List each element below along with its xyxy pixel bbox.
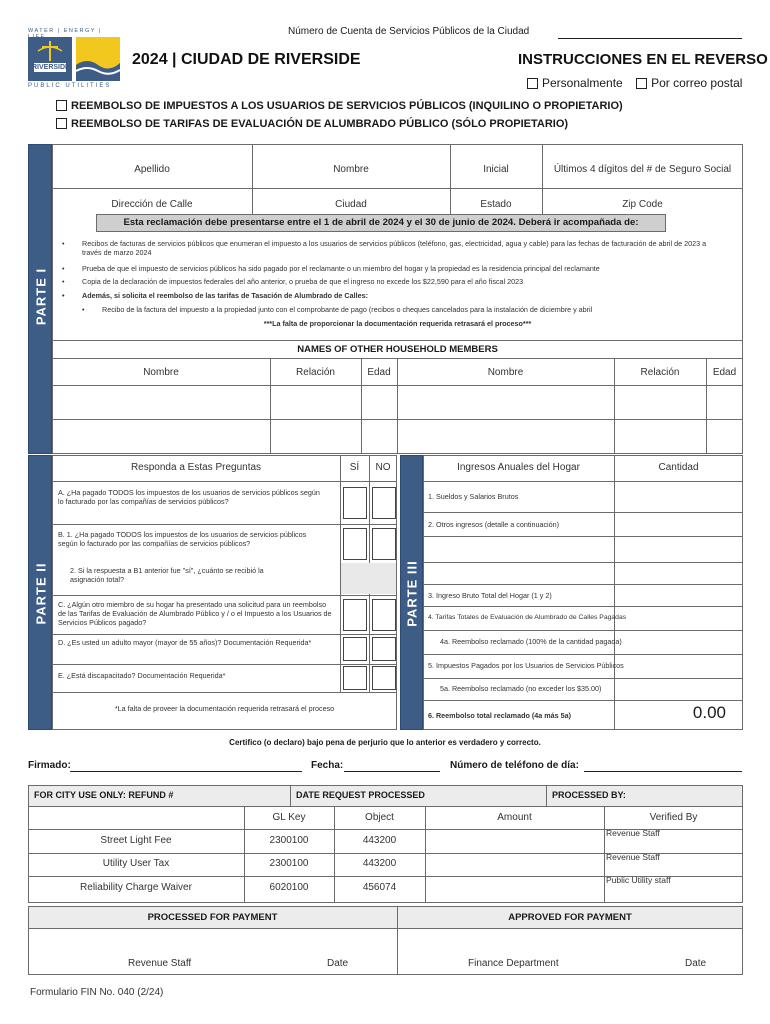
- question-e: E. ¿Está discapacitado? Documentación Requerida*: [58, 671, 226, 680]
- inicial-field[interactable]: Inicial: [483, 164, 509, 175]
- b1-yes-box[interactable]: [343, 528, 367, 560]
- fund-row-object: 443200: [362, 858, 397, 869]
- sub-bullet: [82, 305, 742, 314]
- deadline-banner: Esta reclamación debe presentarse entre el 1 de abril de 2024 y el 30 de junio de 2024. Deberá ir acompañada de:: [96, 214, 666, 232]
- e-yes-box[interactable]: [343, 666, 367, 690]
- approved-date-label: Date: [685, 958, 707, 969]
- amount-header: Amount: [497, 812, 532, 823]
- fund-row-object: 456074: [362, 882, 397, 893]
- income-row-5: 5. Impuestos Pagados por los Usuarios de Servicios Públicos: [428, 661, 624, 670]
- income-row-6: 6. Reembolso total reclamado (4a más 5a): [428, 711, 572, 720]
- bullet-3: [62, 277, 742, 286]
- d-no-box[interactable]: [372, 637, 396, 661]
- processed-payment-label: PROCESSED FOR PAYMENT: [147, 912, 278, 923]
- hh-relacion-header-2: Relación: [640, 367, 680, 378]
- b1-no-box[interactable]: [372, 528, 396, 560]
- bullet-dot: •: [62, 239, 65, 248]
- income-row-2: 2. Otros ingresos (detalle a continuación): [428, 520, 560, 529]
- part2-side-label: PARTE II: [33, 562, 49, 625]
- fund-row-object: 443200: [362, 835, 397, 846]
- bullet-4: [62, 291, 742, 300]
- logo-swoosh: [76, 37, 120, 81]
- part2-footnote: *La falta de proveer la documentación requerida retrasará el proceso: [114, 704, 335, 713]
- c-yes-box[interactable]: [343, 599, 367, 631]
- refund-number-label: FOR CITY USE ONLY: REFUND #: [34, 790, 174, 800]
- b2-grey-area: [341, 563, 396, 594]
- cantidad-header: Cantidad: [658, 462, 699, 473]
- part1-side-tab: [28, 144, 52, 454]
- personal-label: Personalmente: [542, 76, 623, 90]
- refund-option-2: [56, 118, 568, 130]
- bullet-2: [62, 264, 742, 273]
- bullet-dot: •: [82, 305, 85, 314]
- hh-edad-header: Edad: [367, 367, 391, 378]
- mail-label: Por correo postal: [651, 76, 743, 90]
- d-yes-box[interactable]: [343, 637, 367, 661]
- direccion-field[interactable]: Dirección de Calle: [111, 199, 193, 210]
- fund-row-name: Utility User Tax: [102, 858, 170, 869]
- c-no-box[interactable]: [372, 599, 396, 631]
- logo-city: RIVERSIDE: [32, 64, 70, 71]
- date-processed-label: DATE REQUEST PROCESSED: [296, 790, 425, 800]
- a-no-box[interactable]: [372, 487, 396, 519]
- fund-row-gl: 6020100: [269, 882, 309, 893]
- phone-label: Número de teléfono de día:: [450, 760, 579, 771]
- personal-checkbox[interactable]: [527, 78, 538, 89]
- ciudad-field[interactable]: Ciudad: [335, 199, 367, 210]
- question-b2: 2. Si la respuesta a B1 anterior fue "sí", ¿cuánto se recibió la asignación total?: [70, 566, 264, 584]
- fund-row-gl: 2300100: [269, 858, 309, 869]
- bullet-3-text: Copia de la declaración de impuestos federales del año anterior, o prueba de que el ingreso no excede los $22,590 para el año fiscal 2023: [82, 277, 524, 286]
- e-no-box[interactable]: [372, 666, 396, 690]
- a-yes-box[interactable]: [343, 487, 367, 519]
- bullet-2-text: Prueba de que el impuesto de servicios públicos ha sido pagado por el reclamante o un miembro del hogar y la propiedad es la residencia principal del reclamante: [82, 264, 600, 273]
- account-label: Número de Cuenta de Servicios Públicos de la Ciudad: [288, 26, 530, 37]
- part1-side-label: PARTE I: [33, 267, 49, 326]
- object-header: Object: [365, 812, 394, 823]
- bullet-4-text: Además, si solicita el reembolso de las tarifas de Tasación de Alumbrado de Calles:: [82, 291, 369, 300]
- logo-subtitle: PUBLIC UTILITIES: [28, 83, 112, 89]
- instructions-heading: INSTRUCCIONES EN EL REVERSO: [518, 51, 768, 68]
- bullet-1-text: Recibos de facturas de servicios públicos que enumeran el impuesto a los usuarios de servicios públicos (teléfono, gas, electricidad, agua y cable) para las fechas de facturación de abril de 2023 a través de marzo 2024: [82, 239, 707, 257]
- fund-row-gl: 2300100: [269, 835, 309, 846]
- apellido-field[interactable]: Apellido: [134, 164, 170, 175]
- fund-row-verified: Public Utility staff: [606, 875, 671, 885]
- fund-row-name: Street Light Fee: [100, 835, 172, 846]
- income-row-4: 4. Tarifas Totales de Evaluación de Alumbrado de Calles Pagadas: [428, 614, 627, 621]
- zip-field[interactable]: Zip Code: [622, 199, 663, 210]
- streetlight-checkbox[interactable]: [56, 118, 67, 129]
- question-b1: B. 1. ¿Ha pagado TODOS los impuestos de los usuarios de servicios públicos según lo facturado por las compañías de servicios públicos?: [58, 530, 307, 548]
- refund-option-1-label: REEMBOLSO DE IMPUESTOS A LOS USUARIOS DE SERVICIOS PÚBLICOS (INQUILINO O PROPIETARIO): [71, 100, 623, 112]
- finance-department-label: Finance Department: [468, 958, 559, 969]
- income-header: Ingresos Anuales del Hogar: [457, 462, 580, 473]
- income-row-1: 1. Sueldos y Salarios Brutos: [428, 492, 519, 501]
- processed-by-label: PROCESSED BY:: [552, 790, 626, 800]
- signed-label: Firmado:: [28, 760, 71, 771]
- page-title: 2024 | CIUDAD DE RIVERSIDE: [132, 51, 361, 68]
- gl-key-header: GL Key: [272, 812, 306, 823]
- processed-date-label: Date: [327, 958, 349, 969]
- signature-line[interactable]: [70, 771, 302, 772]
- date-label: Fecha:: [311, 760, 344, 771]
- verified-by-header: Verified By: [649, 812, 698, 823]
- bullet-dot: •: [62, 291, 65, 300]
- mail-checkbox[interactable]: [636, 78, 647, 89]
- yes-header: SÍ: [349, 462, 360, 473]
- logo: [28, 28, 120, 90]
- refund-option-1: [56, 100, 623, 112]
- form-number: Formulario FIN No. 040 (2/24): [30, 987, 164, 998]
- question-d: D. ¿Es usted un adulto mayor (mayor de 55 años)? Documentación Requerida*: [58, 638, 312, 647]
- wave-icon: [76, 37, 120, 81]
- account-field[interactable]: [558, 38, 742, 39]
- question-c: C. ¿Algún otro miembro de su hogar ha presentado una solicitud para un reembolso de las Tarifas de Evaluación de Alumbrado Público y / o el Impuesto a los Usuarios de Servicios Públicos pagado?: [58, 600, 332, 627]
- income-row-5a: 5a. Reembolso reclamado (no exceder los $35.00): [440, 684, 602, 693]
- date-line[interactable]: [344, 771, 440, 772]
- fund-row-name: Reliability Charge Waiver: [80, 882, 192, 893]
- fund-row-verified: Revenue Staff: [606, 828, 660, 838]
- part3-side-label: PARTE III: [404, 560, 420, 627]
- income-row-3: 3. Ingreso Bruto Total del Hogar (1 y 2): [428, 591, 552, 600]
- sub-bullet-text: Recibo de la factura del impuesto a la propiedad junto con el comprobante de pago (recibos o cheques cancelados para la instalación de diciembre y abril: [102, 305, 593, 314]
- logo-tagline: WATER | ENERGY |: [28, 28, 102, 34]
- household-title: NAMES OF OTHER HOUSEHOLD MEMBERS: [297, 344, 498, 355]
- riverside-raincross-icon: [28, 37, 72, 81]
- hh-nombre-header-2: Nombre: [487, 367, 524, 378]
- income-row-4a: 4a. Reembolso reclamado (100% de la cantidad pagada): [440, 637, 622, 646]
- bullet-dot: •: [62, 277, 65, 286]
- phone-line[interactable]: [584, 771, 742, 772]
- estado-field[interactable]: Estado: [480, 199, 512, 210]
- doc-warning: ***La falta de proporcionar la documentación requerida retrasará el proceso***: [263, 319, 532, 328]
- ssn-field[interactable]: Últimos 4 dígitos del # de Seguro Social: [553, 164, 732, 175]
- question-a: A. ¿Ha pagado TODOS los impuestos de los usuarios de servicios públicos según lo facturado por las compañías de servicios públicos?: [58, 488, 320, 506]
- hh-relacion-header: Relación: [296, 367, 335, 378]
- part3-side-tab: [400, 455, 423, 730]
- part2-side-tab: [28, 455, 52, 730]
- utility-tax-checkbox[interactable]: [56, 100, 67, 111]
- fund-row-verified: Revenue Staff: [606, 852, 660, 862]
- revenue-staff-label: Revenue Staff: [128, 958, 192, 969]
- bullet-1: [62, 239, 712, 257]
- bullet-dot: •: [62, 264, 65, 273]
- hh-nombre-header: Nombre: [143, 367, 179, 378]
- nombre-field[interactable]: Nombre: [333, 164, 369, 175]
- no-header: NO: [375, 462, 391, 473]
- hh-edad-header-2: Edad: [712, 367, 737, 378]
- delivery-options: [527, 76, 742, 90]
- logo-mark: [28, 37, 72, 81]
- approved-payment-label: APPROVED FOR PAYMENT: [508, 912, 632, 923]
- refund-option-2-label: REEMBOLSO DE TARIFAS DE EVALUACIÓN DE ALUMBRADO PÚBLICO (SÓLO PROPIETARIO): [71, 118, 569, 130]
- total-refund-value[interactable]: 0.00: [692, 703, 726, 722]
- questions-header: Responda a Estas Preguntas: [130, 462, 262, 473]
- certify-text: Certifico (o declaro) bajo pena de perjurio que lo anterior es verdadero y correcto.: [229, 738, 541, 747]
